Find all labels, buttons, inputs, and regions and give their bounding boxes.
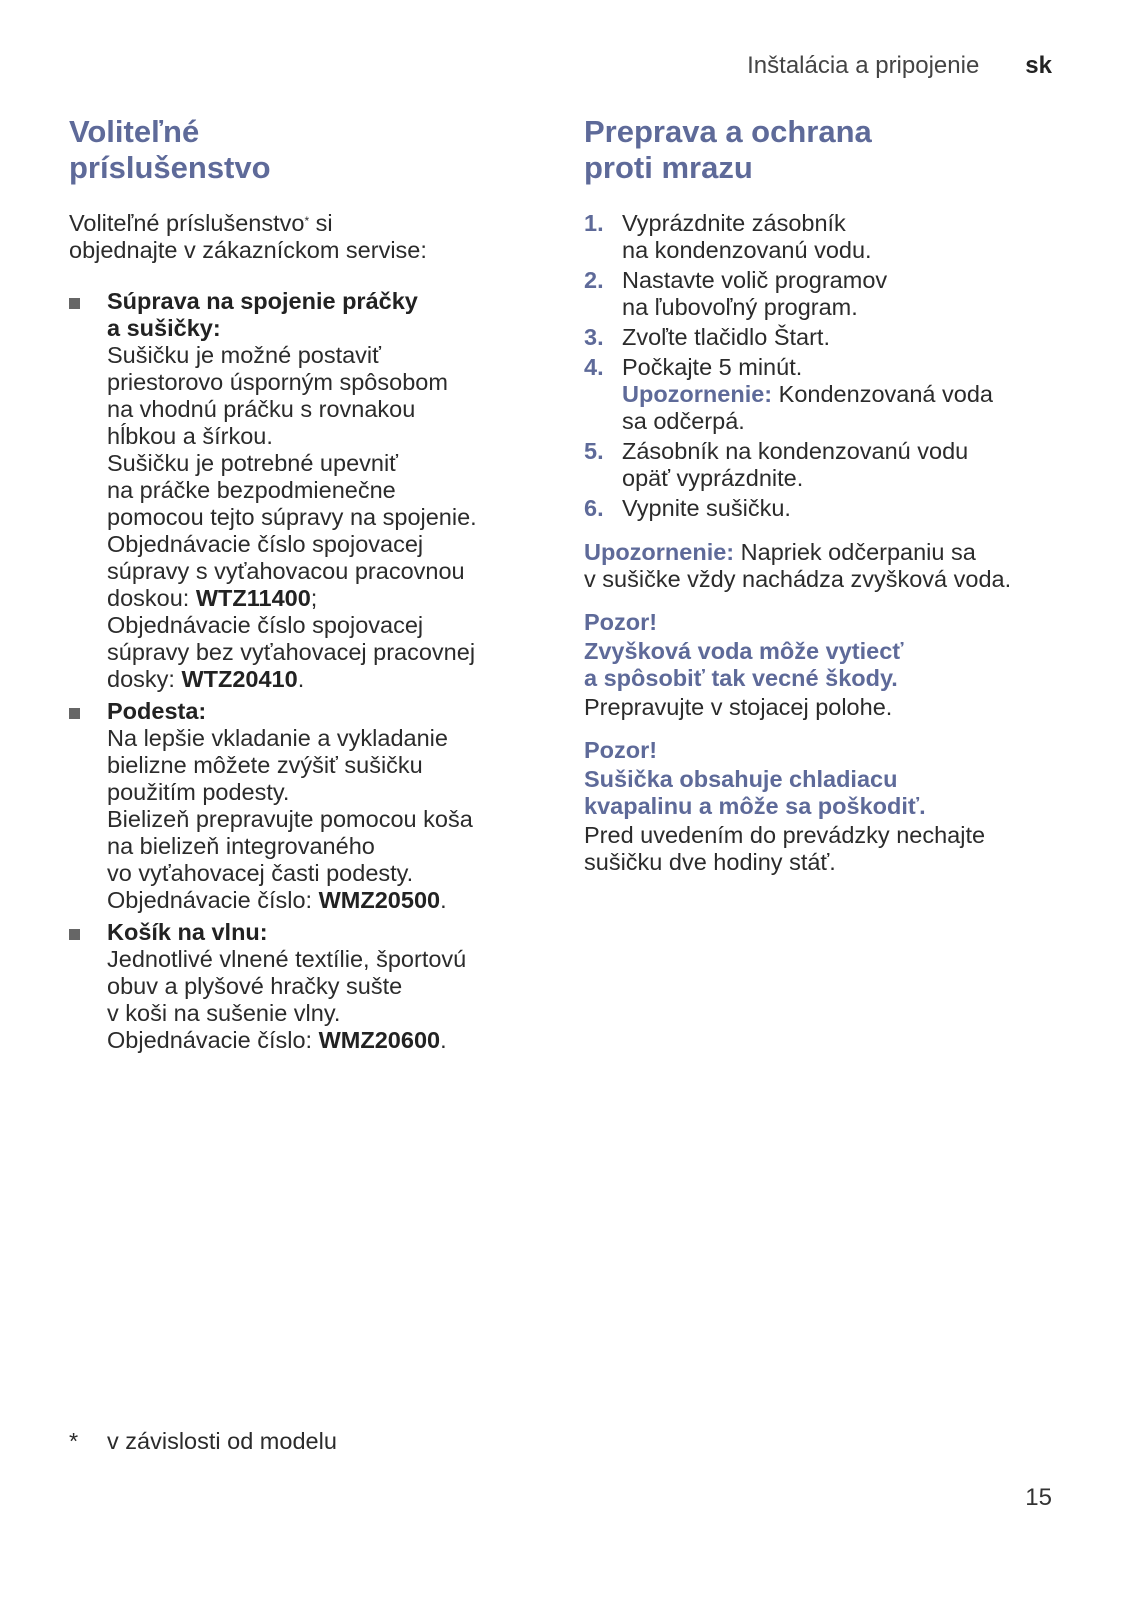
step-number: 2.	[584, 267, 604, 293]
warning-block-water	[584, 609, 1074, 721]
step-item: 2. Nastavte volič programov na ľubovoľný program.	[584, 267, 888, 320]
transport-heading: Preprava a ochrana proti mrazu	[584, 114, 872, 185]
step-item: 3. Zvoľte tlačidlo Štart.	[584, 324, 830, 350]
warning-block-coolant	[584, 737, 1074, 876]
bullet-square-icon	[69, 929, 80, 940]
warning-label: Pozor!	[584, 737, 658, 763]
step-item: 4. Počkajte 5 minút. Upozornenie: Kondenzovaná voda sa odčerpá.	[584, 354, 993, 434]
step-number: 1.	[584, 210, 604, 236]
accessories-heading: Voliteľné príslušenstvo	[69, 114, 271, 185]
list-item-title: Podesta:	[107, 698, 207, 724]
warning-label: Pozor!	[584, 609, 658, 635]
page-number: 15	[1025, 1484, 1052, 1511]
warning-body: Pred uvedením do prevádzky nechajte sušičku dve hodiny stáť.	[584, 822, 986, 875]
order-code: WMZ20600	[318, 1027, 441, 1053]
residual-water-note: Upozornenie: Napriek odčerpaniu sa v sušičke vždy nachádza zvyšková voda.	[584, 539, 1012, 592]
list-item-title: Súprava na spojenie práčky a sušičky:	[107, 288, 418, 341]
list-item-pedestal: Podesta: Na lepšie vkladanie a vykladanie bielizne môžete zvýšiť sušičku použitím podesty. Bielizeň prepravujte pomocou koša na bielizeň integrovaného vo vyťahovacej časti podesty. Objednávacie číslo: WMZ20500.	[69, 698, 539, 914]
footnote	[69, 1428, 337, 1455]
warning-heading: Zvyšková voda môže vytiecť a spôsobiť tak vecné škody.	[584, 638, 904, 691]
step-item: 5. Zásobník na kondenzovanú vodu opäť vyprázdnite.	[584, 438, 969, 491]
footnote-text: v závislosti od modelu	[107, 1428, 337, 1454]
list-item-connection-kit: Súprava na spojenie práčky a sušičky: Sušičku je možné postaviť priestorovo úsporným spôsobom na vhodnú práčku s rovnakou hĺbkou a šírkou. Sušičku je potrebné upevniť na práčke bezpodmienečne pomocou tejto súpravy na spojenie. Objednávacie číslo spojovacej súpravy s vyťahovacou pracovnou doskou: WTZ11400; Objednávacie číslo spojovacej súpravy bez vyťahovacej pracovnej dosky: WTZ20410.	[69, 288, 539, 693]
order-code: WMZ20500	[318, 887, 441, 913]
accessory-list	[69, 288, 539, 1054]
note-label: Upozornenie:	[584, 539, 735, 565]
right-column	[584, 114, 1074, 876]
step-number: 5.	[584, 438, 604, 464]
step-item: 1. Vyprázdnite zásobník na kondenzovanú vodu.	[584, 210, 872, 263]
accessories-intro: Voliteľné príslušenstvo* si objednajte v zákazníckom servise:	[69, 210, 427, 263]
transport-steps	[584, 210, 1074, 522]
step-note-label: Upozornenie:	[622, 381, 773, 407]
section-title: Inštalácia a pripojenie	[747, 52, 980, 79]
language-code: sk	[1025, 52, 1052, 79]
bullet-square-icon	[69, 298, 80, 309]
left-column	[69, 114, 539, 1059]
step-item: 6. Vypnite sušičku.	[584, 495, 791, 521]
list-item-title: Košík na vlnu:	[107, 919, 268, 945]
order-code: WTZ20410	[181, 666, 298, 692]
footnote-star: *	[69, 1428, 79, 1454]
step-number: 3.	[584, 324, 604, 350]
bullet-square-icon	[69, 708, 80, 719]
warning-heading: Sušička obsahuje chladiacu kvapalinu a môže sa poškodiť.	[584, 766, 926, 819]
step-number: 4.	[584, 354, 604, 380]
warning-body: Prepravujte v stojacej polohe.	[584, 694, 893, 720]
page-header	[747, 52, 1052, 80]
order-code: WTZ11400	[195, 585, 311, 611]
step-number: 6.	[584, 495, 604, 521]
list-item-wool-basket: Košík na vlnu: Jednotlivé vlnené textílie, športovú obuv a plyšové hračky sušte v koši na sušenie vlny. Objednávacie číslo: WMZ20600.	[69, 919, 539, 1054]
